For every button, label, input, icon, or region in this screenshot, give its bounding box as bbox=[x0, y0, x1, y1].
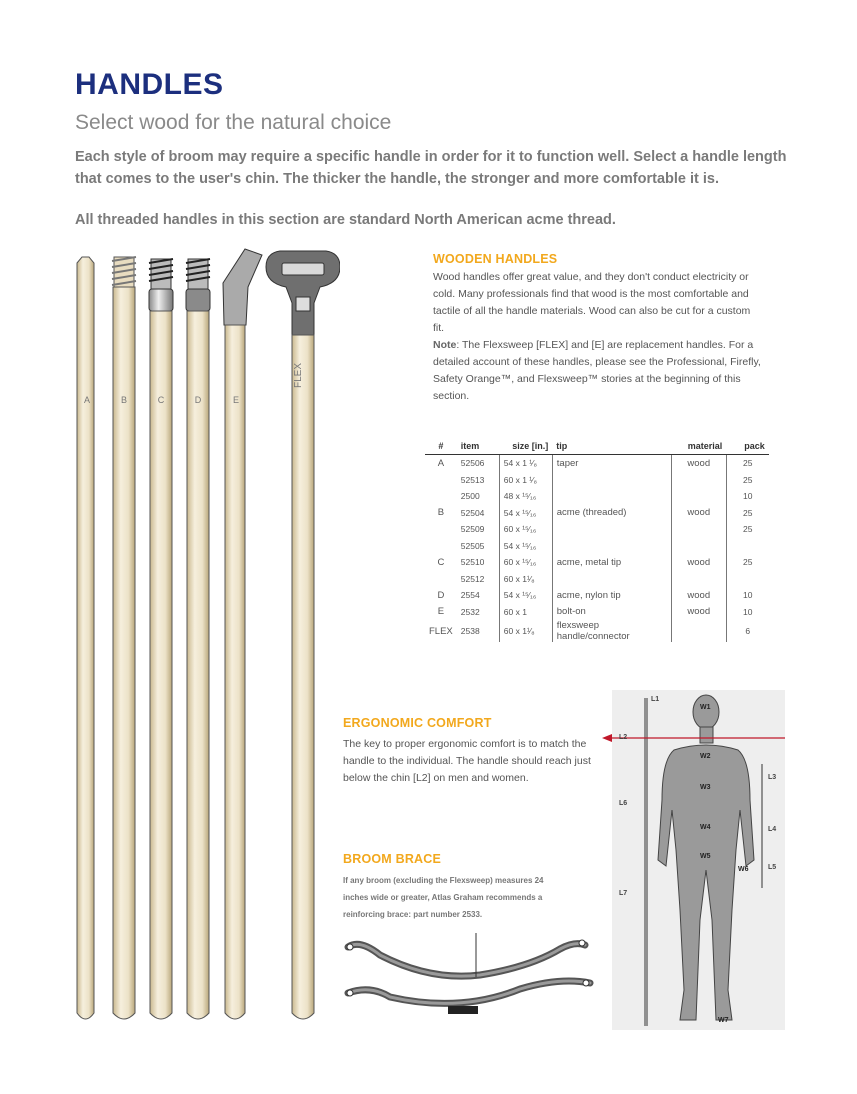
header-item: item bbox=[457, 438, 500, 455]
width-label-w7: W7 bbox=[718, 1017, 729, 1024]
handle-d bbox=[186, 259, 210, 1019]
dim-label-l1: L1 bbox=[651, 696, 660, 703]
cell-item: 52512 bbox=[460, 573, 485, 584]
width-label-w2: W2 bbox=[700, 753, 711, 760]
cell-tip: taper bbox=[552, 455, 671, 472]
cell-pack: 25 bbox=[726, 554, 769, 571]
cell-tip: acme, metal tip bbox=[552, 554, 671, 571]
cell-size: 54 x ¹⁵⁄₁₆ bbox=[499, 587, 552, 604]
ergonomic-heading: ERGONOMIC COMFORT bbox=[343, 716, 492, 730]
cell-item: 52510 bbox=[460, 557, 485, 568]
cell-tip bbox=[552, 488, 671, 505]
cell-num bbox=[425, 521, 457, 538]
table-row bbox=[425, 455, 769, 472]
intro-paragraph: Each style of broom may require a specific handle in order for it to function well. Select a handle length that comes to the user's chin. The thicker the handle, the stronger and more comfortable it is. bbox=[75, 149, 787, 187]
cell-material bbox=[671, 521, 726, 538]
cell-tip: bolt-on bbox=[552, 604, 671, 621]
cell-pack: 10 bbox=[726, 587, 769, 604]
cell-item: 52504 bbox=[460, 507, 485, 518]
cell-item: 2532 bbox=[460, 606, 480, 617]
wooden-handles-heading: WOODEN HANDLES bbox=[433, 252, 558, 266]
cell-size: 60 x 1¹⁄₈ bbox=[499, 571, 552, 588]
cell-size: 60 x 1¹⁄₈ bbox=[499, 620, 552, 642]
dim-label-l3: L3 bbox=[768, 774, 777, 781]
handle-label-a: A bbox=[83, 395, 90, 405]
cell-size: 60 x 1 bbox=[499, 604, 552, 621]
cell-size: 54 x ¹⁵⁄₁₆ bbox=[499, 505, 552, 522]
table-row bbox=[425, 488, 769, 505]
ergonomic-body: The key to proper ergonomic comfort is to match the handle to the individual. The handle should reach just below the chin [L2] on men and women. bbox=[343, 738, 591, 784]
cell-num: B bbox=[437, 507, 445, 519]
table-row bbox=[425, 538, 769, 555]
handle-label-c: C bbox=[157, 395, 165, 405]
cell-tip bbox=[552, 538, 671, 555]
dim-label-l2: L2 bbox=[619, 734, 628, 741]
cell-num bbox=[425, 571, 457, 588]
dim-label-l7: L7 bbox=[619, 890, 628, 897]
broom-brace-heading: BROOM BRACE bbox=[343, 852, 442, 866]
table-row bbox=[425, 587, 769, 604]
handle-e bbox=[223, 249, 262, 1019]
handle-a bbox=[77, 257, 94, 1019]
header-material: material bbox=[671, 438, 726, 455]
table-row bbox=[425, 472, 769, 489]
cell-material: wood bbox=[671, 505, 726, 522]
cell-size: 54 x ¹⁵⁄₁₆ bbox=[499, 538, 552, 555]
dim-label-l4: L4 bbox=[768, 826, 777, 833]
handle-label-d: D bbox=[194, 395, 202, 405]
note-text: : The Flexsweep [FLEX] and [E] are replacement handles. For a detailed account of these handles, please see the Professional, Firefly, Safety Orange™, and Flexsweep™ stories at the beginning of this section. bbox=[433, 339, 761, 402]
cell-material bbox=[671, 472, 726, 489]
header-num: # bbox=[425, 438, 457, 455]
cell-pack bbox=[726, 571, 769, 588]
cell-material bbox=[671, 538, 726, 555]
handle-label-b: B bbox=[120, 395, 127, 405]
cell-material: wood bbox=[671, 554, 726, 571]
cell-item: 2554 bbox=[460, 590, 480, 601]
cell-num: A bbox=[437, 457, 445, 469]
cell-item: 2538 bbox=[460, 626, 480, 636]
product-table bbox=[425, 438, 769, 642]
cell-num bbox=[425, 472, 457, 489]
table-row bbox=[425, 604, 769, 621]
thread-note: All threaded handles in this section are standard North American acme thread. bbox=[75, 212, 616, 228]
cell-pack: 10 bbox=[726, 488, 769, 505]
page-title: HANDLES bbox=[75, 68, 224, 101]
header-pack: pack bbox=[726, 438, 769, 455]
cell-item: 52513 bbox=[460, 474, 485, 485]
handles-illustration bbox=[70, 243, 340, 1025]
cell-pack: 25 bbox=[726, 455, 769, 472]
cell-item: 2500 bbox=[460, 491, 480, 502]
cell-pack: 25 bbox=[726, 505, 769, 522]
handle-label-e: E bbox=[232, 395, 239, 405]
note-label: Note bbox=[433, 339, 457, 351]
cell-material bbox=[671, 620, 726, 642]
cell-pack: 10 bbox=[726, 604, 769, 621]
cell-pack: 25 bbox=[726, 472, 769, 489]
cell-pack: 25 bbox=[726, 521, 769, 538]
cell-item: 52509 bbox=[460, 524, 485, 535]
header-size: size [in.] bbox=[499, 438, 552, 455]
cell-tip bbox=[552, 521, 671, 538]
header-tip: tip bbox=[552, 438, 671, 455]
width-label-w5: W5 bbox=[700, 853, 711, 860]
wooden-handles-note bbox=[433, 337, 763, 405]
cell-material: wood bbox=[671, 455, 726, 472]
handle-c bbox=[149, 259, 173, 1019]
cell-size: 60 x 1 ¹⁄₈ bbox=[499, 472, 552, 489]
cell-num: D bbox=[437, 589, 445, 601]
cell-material: wood bbox=[671, 604, 726, 621]
table-row bbox=[425, 620, 769, 642]
cell-size: 48 x ¹⁵⁄₁₆ bbox=[499, 488, 552, 505]
broom-brace-illustration bbox=[340, 925, 605, 1025]
table-row bbox=[425, 505, 769, 522]
ergonomic-figure bbox=[600, 690, 785, 1030]
cell-item: 52505 bbox=[460, 540, 485, 551]
cell-item: 52506 bbox=[460, 458, 485, 469]
handle-label-flex: FLEX bbox=[293, 362, 304, 388]
cell-size: 54 x 1 ¹⁄₈ bbox=[499, 455, 552, 472]
handle-b bbox=[112, 257, 136, 1019]
cell-pack bbox=[726, 538, 769, 555]
cell-pack: 6 bbox=[726, 620, 769, 642]
dim-label-l6: L6 bbox=[619, 800, 628, 807]
cell-material: wood bbox=[671, 587, 726, 604]
width-label-w1: W1 bbox=[700, 704, 711, 711]
dim-label-l5: L5 bbox=[768, 864, 777, 871]
table-header-row bbox=[425, 438, 769, 455]
cell-tip: acme, nylon tip bbox=[552, 587, 671, 604]
broom-brace-body: If any broom (excluding the Flexsweep) measures 24 inches wide or greater, Atlas Graham recommends a reinforcing brace: part number 2533. bbox=[343, 876, 544, 919]
wooden-handles-body: Wood handles offer great value, and they don't conduct electricity or cold. Many professionals find that wood is the most comfortable and tactile of all the handle materials. Wood can also be cut for a custom fit. bbox=[433, 271, 751, 334]
cell-tip: flexsweep handle/connector bbox=[552, 620, 671, 642]
cell-num: C bbox=[437, 556, 445, 568]
cell-tip bbox=[552, 571, 671, 588]
cell-size: 60 x ¹⁵⁄₁₆ bbox=[499, 554, 552, 571]
width-label-w4: W4 bbox=[700, 824, 711, 831]
cell-num: E bbox=[437, 606, 445, 618]
table-row bbox=[425, 521, 769, 538]
cell-tip: acme (threaded) bbox=[552, 505, 671, 522]
cell-num bbox=[425, 538, 457, 555]
cell-num: FLEX bbox=[429, 625, 453, 637]
table-row bbox=[425, 571, 769, 588]
width-label-w3: W3 bbox=[700, 784, 711, 791]
cell-material bbox=[671, 571, 726, 588]
cell-num bbox=[425, 488, 457, 505]
table-row bbox=[425, 554, 769, 571]
cell-tip bbox=[552, 472, 671, 489]
cell-material bbox=[671, 488, 726, 505]
width-label-w6: W6 bbox=[738, 866, 749, 873]
cell-size: 60 x ¹⁵⁄₁₆ bbox=[499, 521, 552, 538]
page-subtitle: Select wood for the natural choice bbox=[75, 111, 392, 134]
